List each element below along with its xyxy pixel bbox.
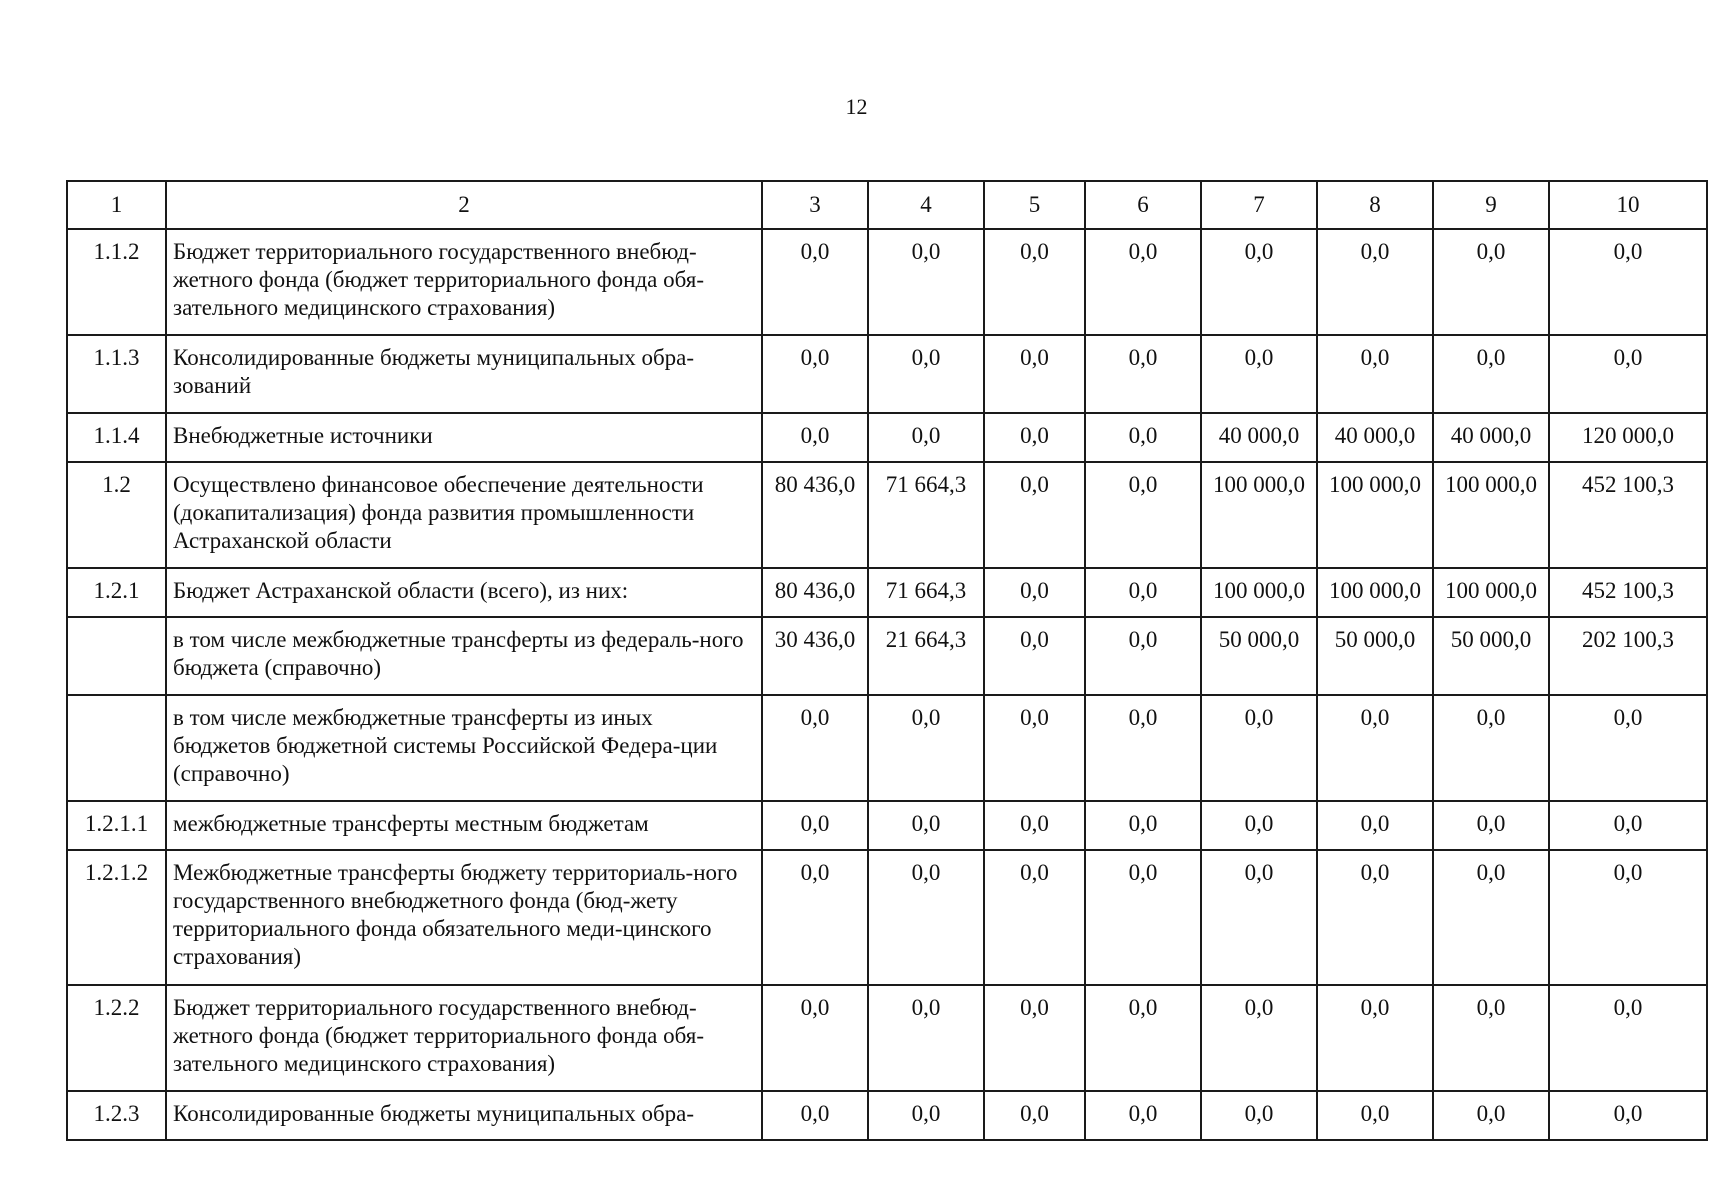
value-cell: 0,0 (1317, 985, 1433, 1091)
value-cell: 0,0 (1317, 695, 1433, 801)
value-cell: 40 000,0 (1317, 413, 1433, 462)
value-cell: 0,0 (1317, 801, 1433, 850)
header-cell: 9 (1433, 181, 1549, 229)
value-cell: 50 000,0 (1201, 617, 1317, 695)
value-cell: 0,0 (1085, 801, 1201, 850)
value-cell: 0,0 (868, 695, 984, 801)
value-cell: 0,0 (868, 801, 984, 850)
row-description: Бюджет Астраханской области (всего), из них: (166, 568, 762, 617)
value-cell: 0,0 (868, 850, 984, 985)
value-cell: 0,0 (1085, 617, 1201, 695)
header-row (67, 181, 1707, 229)
value-cell: 71 664,3 (868, 568, 984, 617)
value-cell: 202 100,3 (1549, 617, 1707, 695)
value-cell: 0,0 (984, 617, 1085, 695)
value-cell: 0,0 (1317, 850, 1433, 985)
value-cell: 0,0 (984, 695, 1085, 801)
value-cell: 0,0 (868, 335, 984, 413)
value-cell: 100 000,0 (1201, 568, 1317, 617)
value-cell: 0,0 (1433, 985, 1549, 1091)
value-cell: 40 000,0 (1433, 413, 1549, 462)
value-cell: 50 000,0 (1433, 617, 1549, 695)
value-cell: 0,0 (984, 462, 1085, 568)
value-cell: 0,0 (1549, 801, 1707, 850)
value-cell: 0,0 (1201, 801, 1317, 850)
table-row (67, 850, 1707, 985)
value-cell: 80 436,0 (762, 462, 868, 568)
row-code: 1.2.3 (67, 1091, 166, 1140)
value-cell: 0,0 (1085, 568, 1201, 617)
row-code: 1.2.2 (67, 985, 166, 1091)
row-description: Консолидированные бюджеты муниципальных обра- (166, 1091, 762, 1140)
header-cell: 6 (1085, 181, 1201, 229)
value-cell: 0,0 (984, 413, 1085, 462)
value-cell: 0,0 (984, 850, 1085, 985)
value-cell: 0,0 (1549, 1091, 1707, 1140)
header-cell: 2 (166, 181, 762, 229)
value-cell: 80 436,0 (762, 568, 868, 617)
value-cell: 0,0 (762, 695, 868, 801)
value-cell: 0,0 (762, 850, 868, 985)
header-cell: 7 (1201, 181, 1317, 229)
value-cell: 0,0 (762, 335, 868, 413)
value-cell: 30 436,0 (762, 617, 868, 695)
page-number: 12 (845, 94, 868, 119)
value-cell: 0,0 (762, 985, 868, 1091)
value-cell: 0,0 (1085, 462, 1201, 568)
value-cell: 100 000,0 (1433, 462, 1549, 568)
header-cell: 10 (1549, 181, 1707, 229)
value-cell: 0,0 (762, 413, 868, 462)
table-row (67, 229, 1707, 335)
value-cell: 0,0 (1433, 1091, 1549, 1140)
table-row (67, 985, 1707, 1091)
row-code: 1.1.3 (67, 335, 166, 413)
table-row (67, 413, 1707, 462)
row-description: в том числе межбюджетные трансферты из федераль-ного бюджета (справочно) (166, 617, 762, 695)
row-description: Осуществлено финансовое обеспечение деятельности (докапитализация) фонда развития промышленности Астраханской области (166, 462, 762, 568)
table-row (67, 1091, 1707, 1140)
row-code: 1.2 (67, 462, 166, 568)
table-row (67, 801, 1707, 850)
row-code: 1.2.1.1 (67, 801, 166, 850)
value-cell: 0,0 (868, 413, 984, 462)
table-row (67, 462, 1707, 568)
value-cell: 0,0 (1317, 335, 1433, 413)
value-cell: 0,0 (984, 568, 1085, 617)
value-cell: 0,0 (1201, 695, 1317, 801)
table-row (67, 617, 1707, 695)
value-cell: 0,0 (1549, 850, 1707, 985)
value-cell: 0,0 (1085, 1091, 1201, 1140)
value-cell: 0,0 (984, 335, 1085, 413)
row-description: Бюджет территориального государственного внебюд-жетного фонда (бюджет территориального фонда обя-зательного медицинского страхования) (166, 229, 762, 335)
value-cell: 0,0 (1201, 850, 1317, 985)
header-cell: 3 (762, 181, 868, 229)
row-description: Консолидированные бюджеты муниципальных обра-зований (166, 335, 762, 413)
value-cell: 21 664,3 (868, 617, 984, 695)
value-cell: 0,0 (1085, 335, 1201, 413)
value-cell: 0,0 (1433, 335, 1549, 413)
value-cell: 40 000,0 (1201, 413, 1317, 462)
table-row (67, 568, 1707, 617)
value-cell: 100 000,0 (1317, 568, 1433, 617)
row-code: 1.1.2 (67, 229, 166, 335)
value-cell: 100 000,0 (1317, 462, 1433, 568)
value-cell: 0,0 (1085, 695, 1201, 801)
value-cell: 0,0 (1085, 850, 1201, 985)
value-cell: 0,0 (1085, 413, 1201, 462)
value-cell: 0,0 (984, 801, 1085, 850)
value-cell: 0,0 (1549, 229, 1707, 335)
header-cell: 1 (67, 181, 166, 229)
value-cell: 100 000,0 (1201, 462, 1317, 568)
value-cell: 0,0 (1201, 335, 1317, 413)
row-description: межбюджетные трансферты местным бюджетам (166, 801, 762, 850)
value-cell: 0,0 (1201, 1091, 1317, 1140)
value-cell: 0,0 (762, 801, 868, 850)
value-cell: 0,0 (1085, 985, 1201, 1091)
value-cell: 0,0 (1433, 229, 1549, 335)
value-cell: 0,0 (868, 229, 984, 335)
row-code: 1.1.4 (67, 413, 166, 462)
value-cell: 0,0 (984, 1091, 1085, 1140)
value-cell: 100 000,0 (1433, 568, 1549, 617)
value-cell: 0,0 (1433, 850, 1549, 985)
value-cell: 0,0 (868, 1091, 984, 1140)
row-description: Внебюджетные источники (166, 413, 762, 462)
value-cell: 0,0 (1549, 985, 1707, 1091)
row-description: в том числе межбюджетные трансферты из иных бюджетов бюджетной системы Российской Федера-ции (справочно) (166, 695, 762, 801)
table-row (67, 695, 1707, 801)
row-code: 1.2.1.2 (67, 850, 166, 985)
header-cell: 5 (984, 181, 1085, 229)
row-description: Бюджет территориального государственного внебюд-жетного фонда (бюджет территориального фонда обя-зательного медицинского страхования) (166, 985, 762, 1091)
row-description: Межбюджетные трансферты бюджету территориаль-ного государственного внебюджетного фонда (бюд-жету территориального фонда обязательного меди-цинского страхования) (166, 850, 762, 985)
value-cell: 0,0 (984, 985, 1085, 1091)
value-cell: 0,0 (1433, 801, 1549, 850)
value-cell: 0,0 (868, 985, 984, 1091)
value-cell: 0,0 (762, 1091, 868, 1140)
value-cell: 71 664,3 (868, 462, 984, 568)
value-cell: 0,0 (1201, 229, 1317, 335)
header-cell: 8 (1317, 181, 1433, 229)
row-code: 1.2.1 (67, 568, 166, 617)
value-cell: 0,0 (1317, 1091, 1433, 1140)
header-cell: 4 (868, 181, 984, 229)
value-cell: 0,0 (762, 229, 868, 335)
value-cell: 0,0 (1085, 229, 1201, 335)
value-cell: 50 000,0 (1317, 617, 1433, 695)
value-cell: 0,0 (1549, 335, 1707, 413)
table-row (67, 335, 1707, 413)
value-cell: 120 000,0 (1549, 413, 1707, 462)
value-cell: 0,0 (984, 229, 1085, 335)
value-cell: 452 100,3 (1549, 568, 1707, 617)
row-code (67, 695, 166, 801)
value-cell: 452 100,3 (1549, 462, 1707, 568)
value-cell: 0,0 (1201, 985, 1317, 1091)
value-cell: 0,0 (1317, 229, 1433, 335)
budget-table (66, 180, 1708, 1141)
value-cell: 0,0 (1433, 695, 1549, 801)
value-cell: 0,0 (1549, 695, 1707, 801)
row-code (67, 617, 166, 695)
